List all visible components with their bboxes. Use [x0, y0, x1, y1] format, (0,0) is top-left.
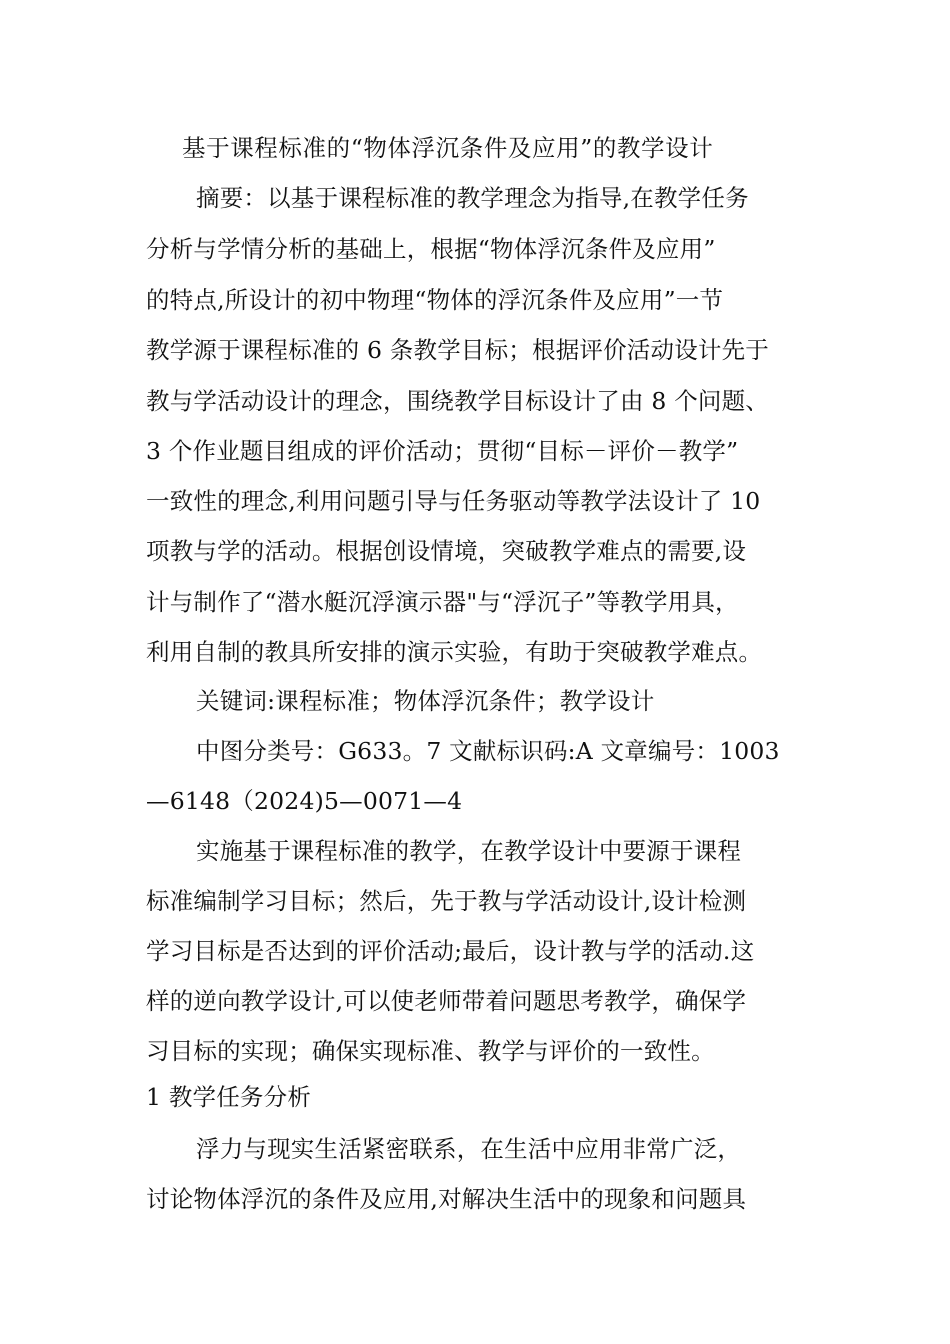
classification-line: 中图分类号：G633。7 文献标识码:A 文章编号：1003 [196, 737, 780, 765]
section-paragraph-line: 讨论物体浮沉的条件及应用,对解决生活中的现象和问题具 [146, 1185, 747, 1213]
abstract-line: 利用自制的教具所安排的演示实验，有助于突破教学难点。 [146, 638, 763, 666]
section-heading: 1 教学任务分析 [146, 1083, 312, 1111]
intro-paragraph-line: 标准编制学习目标；然后，先于教与学活动设计,设计检测 [146, 887, 747, 915]
abstract-line: 分析与学情分析的基础上，根据“物体浮沉条件及应用” [146, 235, 716, 263]
document-title: 基于课程标准的“物体浮沉条件及应用”的教学设计 [182, 134, 714, 162]
intro-paragraph-line: 样的逆向教学设计,可以使老师带着问题思考教学，确保学 [146, 987, 747, 1015]
abstract-line: 摘要：以基于课程标准的教学理念为指导,在教学任务 [196, 184, 749, 212]
intro-paragraph-line: 实施基于课程标准的教学，在教学设计中要源于课程 [196, 837, 742, 865]
abstract-line: 教学源于课程标准的 6 条教学目标；根据评价活动设计先于 [146, 336, 769, 364]
abstract-line: 教与学活动设计的理念，围绕教学目标设计了由 8 个问题、 [146, 387, 769, 415]
abstract-line: 计与制作了“潜水艇沉浮演示器"与“浮沉子”等教学用具， [146, 588, 739, 616]
abstract-line: 一致性的理念,利用问题引导与任务驱动等教学法设计了 10 [146, 487, 761, 515]
abstract-line: 项教与学的活动。根据创设情境，突破教学难点的需要,设 [146, 537, 747, 565]
intro-paragraph-line: 习目标的实现；确保实现标准、教学与评价的一致性。 [146, 1037, 715, 1065]
classification-line: —6148（2024)5—0071—4 [146, 787, 463, 815]
keywords-line: 关键词:课程标准；物体浮沉条件；教学设计 [196, 687, 655, 715]
section-paragraph-line: 浮力与现实生活紧密联系，在生活中应用非常广泛， [196, 1135, 742, 1163]
intro-paragraph-line: 学习目标是否达到的评价活动;最后，设计教与学的活动.这 [146, 937, 755, 965]
abstract-line: 的特点,所设计的初中物理“物体的浮沉条件及应用”一节 [146, 286, 724, 314]
abstract-line: 3 个作业题目组成的评价活动；贯彻“目标－评价－教学” [146, 437, 739, 465]
